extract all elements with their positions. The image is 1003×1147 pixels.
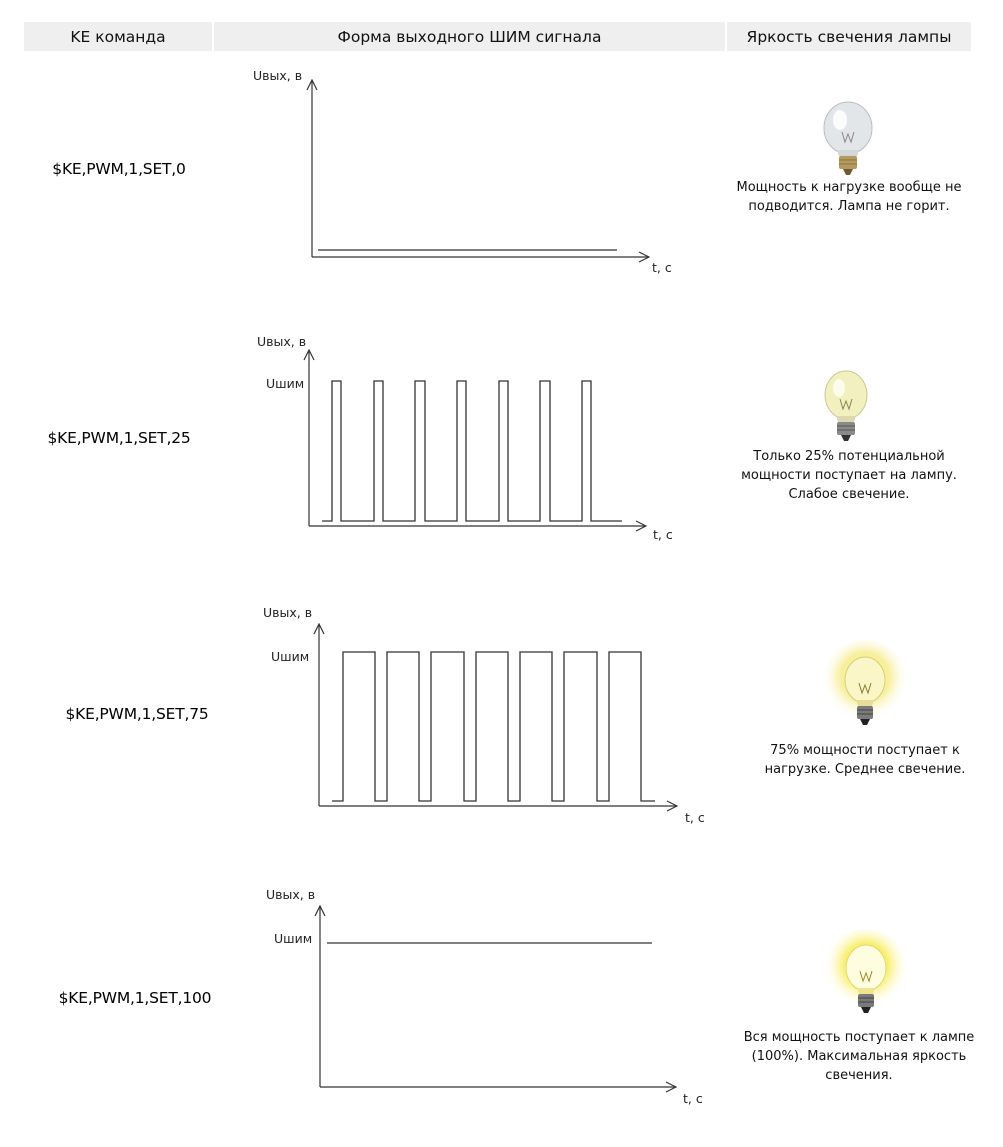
description-row-2: 75% мощности поступает к нагрузке. Среднее свечение.	[764, 743, 966, 777]
command-row-3: $KE,PWM,1,SET,100	[58, 989, 212, 1007]
level-label: Uшим	[266, 376, 305, 391]
signal-line	[322, 381, 622, 521]
y-axis-label: Uвых, в	[263, 605, 313, 620]
lightbulb-dim-icon	[813, 368, 879, 448]
lightbulb-bright-icon	[823, 928, 909, 1028]
header-lamp-brightness: Яркость свечения лампы	[727, 22, 971, 51]
lightbulb-medium-icon	[820, 640, 910, 740]
waveform-row-2	[263, 605, 705, 825]
waveform-row-0	[253, 68, 672, 275]
x-axis-label: t, c	[683, 1091, 703, 1106]
command-row-0: $KE,PWM,1,SET,0	[52, 160, 186, 178]
x-axis-label: t, c	[652, 260, 672, 275]
header-pwm-waveform: Форма выходного ШИМ сигнала	[214, 22, 725, 51]
description-row-3: Вся мощность поступает к лампе (100%). Максимальная яркость свечения.	[743, 1030, 975, 1083]
y-axis-label: Uвых, в	[257, 334, 307, 349]
lightbulb-off-icon	[812, 98, 884, 182]
waveform-row-3	[266, 887, 703, 1106]
signal-line	[332, 652, 655, 801]
command-row-1: $KE,PWM,1,SET,25	[47, 429, 191, 447]
command-row-2: $KE,PWM,1,SET,75	[65, 705, 209, 723]
x-axis-label: t, c	[685, 810, 705, 825]
description-row-0: Мощность к нагрузке вообще не подводится. Лампа не горит.	[736, 180, 962, 214]
y-axis-label: Uвых, в	[266, 887, 316, 902]
x-axis-label: t, c	[653, 527, 673, 542]
header-ke-command: KE команда	[24, 22, 212, 51]
description-row-1: Только 25% потенциальной мощности поступает на лампу. Слабое свечение.	[741, 449, 957, 502]
y-axis-label: Uвых, в	[253, 68, 303, 83]
level-label: Uшим	[274, 931, 313, 946]
waveform-row-1	[257, 334, 673, 542]
level-label: Uшим	[271, 649, 310, 664]
